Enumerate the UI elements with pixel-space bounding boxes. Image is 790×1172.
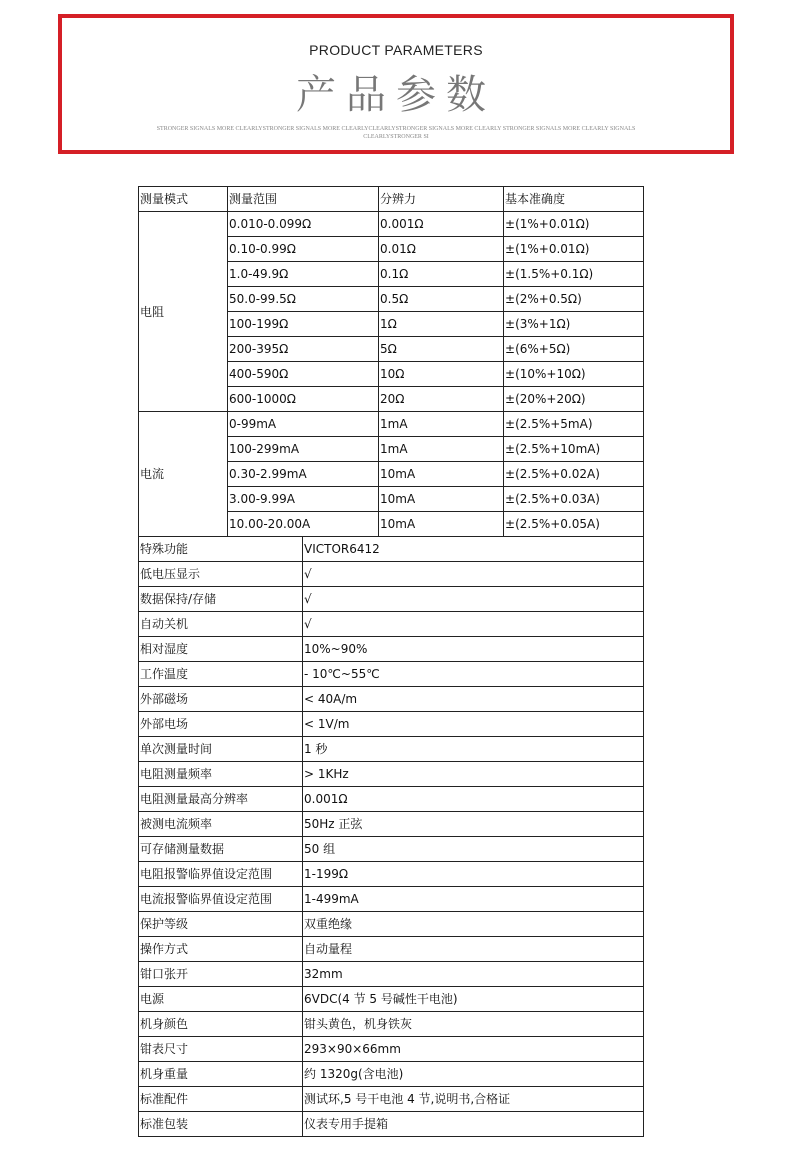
spec-label-cell: 电源	[139, 987, 303, 1012]
spec-row	[139, 812, 644, 837]
accuracy-cell: ±(2.5%+10mA)	[504, 437, 644, 462]
accuracy-cell: ±(2.5%+0.05A)	[504, 512, 644, 537]
range-cell: 0.10-0.99Ω	[228, 237, 379, 262]
table-row	[139, 212, 644, 237]
parameters-table	[138, 186, 644, 1137]
resolution-cell: 0.01Ω	[379, 237, 504, 262]
range-cell: 200-395Ω	[228, 337, 379, 362]
accuracy-cell: ±(1%+0.01Ω)	[504, 237, 644, 262]
product-parameters-banner	[58, 14, 734, 154]
banner-title-cn: 产品参数	[296, 72, 496, 118]
resolution-cell: 10mA	[379, 462, 504, 487]
spec-value-cell: 仪表专用手提箱	[303, 1112, 644, 1137]
accuracy-cell: ±(1%+0.01Ω)	[504, 212, 644, 237]
spec-value-cell: √	[303, 612, 644, 637]
header-cell-range: 测量范围	[228, 187, 379, 212]
spec-value-cell: 1 秒	[303, 737, 644, 762]
spec-row	[139, 937, 644, 962]
spec-label-cell: 工作温度	[139, 662, 303, 687]
spec-value-cell: 293×90×66mm	[303, 1037, 644, 1062]
spec-value-cell: √	[303, 562, 644, 587]
spec-label-cell: 电流报警临界值设定范围	[139, 887, 303, 912]
spec-label-cell: 标准配件	[139, 1087, 303, 1112]
range-cell: 0-99mA	[228, 412, 379, 437]
resolution-cell: 1Ω	[379, 312, 504, 337]
spec-value-cell: 约 1320g(含电池)	[303, 1062, 644, 1087]
spec-label-cell: 外部磁场	[139, 687, 303, 712]
spec-label-cell: 钳口张开	[139, 962, 303, 987]
range-cell: 3.00-9.99A	[228, 487, 379, 512]
range-cell: 50.0-99.5Ω	[228, 287, 379, 312]
spec-value-cell: 双重绝缘	[303, 912, 644, 937]
table-header-row	[139, 187, 644, 212]
spec-row	[139, 912, 644, 937]
resolution-cell: 1mA	[379, 412, 504, 437]
spec-label-cell: 外部电场	[139, 712, 303, 737]
spec-label-cell: 机身重量	[139, 1062, 303, 1087]
spec-value-cell: 50 组	[303, 837, 644, 862]
resolution-cell: 1mA	[379, 437, 504, 462]
resolution-cell: 0.1Ω	[379, 262, 504, 287]
spec-label-cell: 可存储测量数据	[139, 837, 303, 862]
spec-value-cell: 自动量程	[303, 937, 644, 962]
resolution-cell: 0.001Ω	[379, 212, 504, 237]
spec-value-cell: 32mm	[303, 962, 644, 987]
spec-label-cell: 特殊功能	[139, 537, 303, 562]
spec-row	[139, 612, 644, 637]
spec-row	[139, 687, 644, 712]
spec-value-cell: < 40A/m	[303, 687, 644, 712]
spec-value-cell: > 1KHz	[303, 762, 644, 787]
spec-value-cell: 1-499mA	[303, 887, 644, 912]
accuracy-cell: ±(2.5%+5mA)	[504, 412, 644, 437]
spec-row	[139, 962, 644, 987]
spec-label-cell: 电阻测量频率	[139, 762, 303, 787]
spec-value-cell: 测试环,5 号干电池 4 节,说明书,合格证	[303, 1087, 644, 1112]
spec-label-cell: 操作方式	[139, 937, 303, 962]
spec-row	[139, 1012, 644, 1037]
accuracy-cell: ±(20%+20Ω)	[504, 387, 644, 412]
banner-tagline: STRONGER SIGNALS MORE CLEARLYSTRONGER SIGNALS MORE CLEARLYCLEARLYSTRONGER SIGNALS MORE CLEARLY STRONGER SIGNALS MORE CLEARLY SIGNALS CLEARLYSTRONGER SI	[156, 126, 636, 140]
spec-row	[139, 587, 644, 612]
spec-row	[139, 1112, 644, 1137]
spec-label-cell: 标准包装	[139, 1112, 303, 1137]
spec-label-cell: 自动关机	[139, 612, 303, 637]
resolution-cell: 10mA	[379, 512, 504, 537]
spec-value-cell: VICTOR6412	[303, 537, 644, 562]
accuracy-cell: ±(1.5%+0.1Ω)	[504, 262, 644, 287]
header-cell-accuracy: 基本准确度	[504, 187, 644, 212]
spec-label-cell: 单次测量时间	[139, 737, 303, 762]
accuracy-cell: ±(10%+10Ω)	[504, 362, 644, 387]
resolution-cell: 5Ω	[379, 337, 504, 362]
spec-label-cell: 被测电流频率	[139, 812, 303, 837]
spec-row	[139, 987, 644, 1012]
spec-value-cell: - 10℃~55℃	[303, 662, 644, 687]
range-cell: 100-299mA	[228, 437, 379, 462]
spec-row	[139, 662, 644, 687]
accuracy-cell: ±(2%+0.5Ω)	[504, 287, 644, 312]
accuracy-cell: ±(2.5%+0.03A)	[504, 487, 644, 512]
range-cell: 100-199Ω	[228, 312, 379, 337]
spec-value-cell: 10%~90%	[303, 637, 644, 662]
range-cell: 400-590Ω	[228, 362, 379, 387]
spec-label-cell: 电阻测量最高分辨率	[139, 787, 303, 812]
accuracy-cell: ±(6%+5Ω)	[504, 337, 644, 362]
resolution-cell: 10mA	[379, 487, 504, 512]
accuracy-cell: ±(2.5%+0.02A)	[504, 462, 644, 487]
mode-cell: 电流	[139, 412, 228, 537]
spec-row	[139, 887, 644, 912]
spec-row	[139, 787, 644, 812]
resolution-cell: 10Ω	[379, 362, 504, 387]
spec-row	[139, 862, 644, 887]
header-cell-mode: 测量模式	[139, 187, 228, 212]
banner-title-en: PRODUCT PARAMETERS	[309, 42, 483, 58]
spec-value-cell: √	[303, 587, 644, 612]
spec-label-cell: 电阻报警临界值设定范围	[139, 862, 303, 887]
spec-row	[139, 737, 644, 762]
spec-row	[139, 1062, 644, 1087]
spec-value-cell: 6VDC(4 节 5 号碱性干电池)	[303, 987, 644, 1012]
spec-row	[139, 537, 644, 562]
range-cell: 600-1000Ω	[228, 387, 379, 412]
spec-label-cell: 钳表尺寸	[139, 1037, 303, 1062]
spec-label-cell: 机身颜色	[139, 1012, 303, 1037]
spec-label-cell: 低电压显示	[139, 562, 303, 587]
header-cell-resolution: 分辨力	[379, 187, 504, 212]
resolution-cell: 20Ω	[379, 387, 504, 412]
mode-cell: 电阻	[139, 212, 228, 412]
spec-value-cell: 钳头黄色，机身铁灰	[303, 1012, 644, 1037]
spec-row	[139, 637, 644, 662]
accuracy-cell: ±(3%+1Ω)	[504, 312, 644, 337]
range-cell: 0.010-0.099Ω	[228, 212, 379, 237]
range-cell: 1.0-49.9Ω	[228, 262, 379, 287]
spec-label-cell: 相对湿度	[139, 637, 303, 662]
spec-value-cell: 1-199Ω	[303, 862, 644, 887]
resolution-cell: 0.5Ω	[379, 287, 504, 312]
spec-row	[139, 837, 644, 862]
spec-row	[139, 562, 644, 587]
spec-row	[139, 712, 644, 737]
spec-value-cell: < 1V/m	[303, 712, 644, 737]
range-cell: 10.00-20.00A	[228, 512, 379, 537]
spec-label-cell: 数据保持/存储	[139, 587, 303, 612]
spec-row	[139, 762, 644, 787]
spec-label-cell: 保护等级	[139, 912, 303, 937]
spec-value-cell: 0.001Ω	[303, 787, 644, 812]
spec-row	[139, 1037, 644, 1062]
range-cell: 0.30-2.99mA	[228, 462, 379, 487]
spec-row	[139, 1087, 644, 1112]
table-row	[139, 412, 644, 437]
spec-value-cell: 50Hz 正弦	[303, 812, 644, 837]
